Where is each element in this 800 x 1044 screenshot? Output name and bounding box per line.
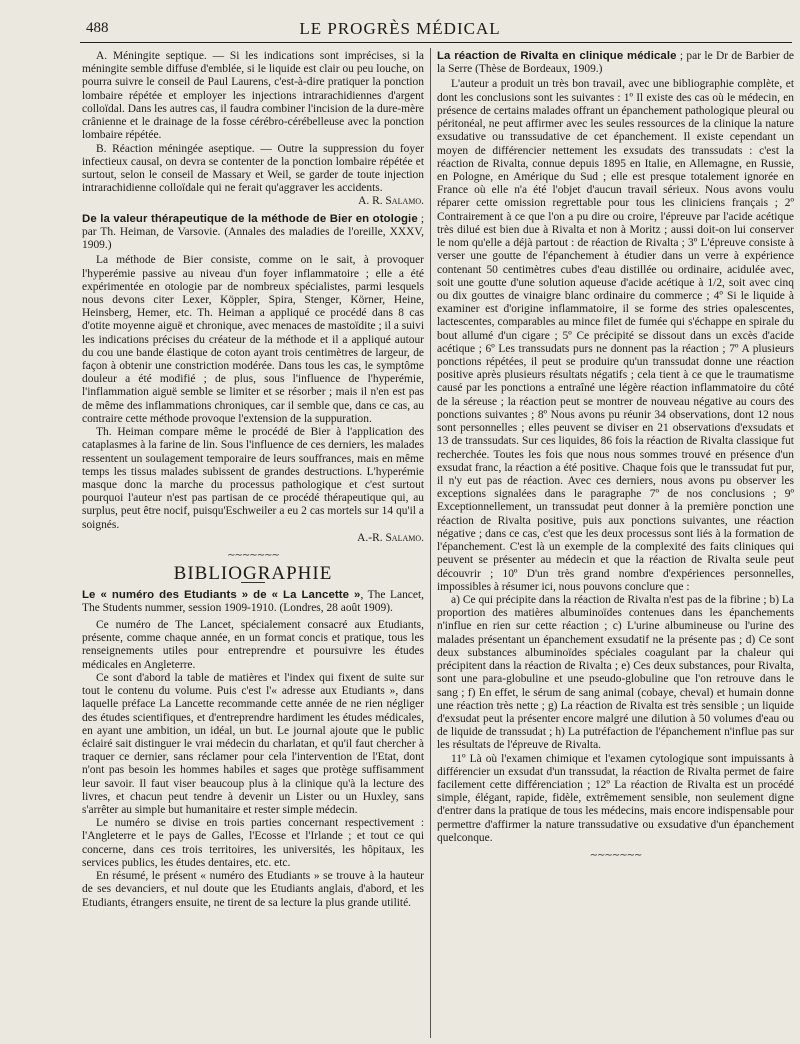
author-signature: A. R. Salamo. (358, 195, 424, 208)
section-title: BIBLIOGRAPHIE (173, 563, 333, 585)
paragraph-lancet-summary: En résumé, le présent « numéro des Etudiants » se trouve à la hauteur de ses devanciers, et nul doute que les Etudiants anglais, d'abord, et les Etudiants, étrangers ensuite, ne tirent de sa lecture la plus grande utilité. (82, 870, 424, 909)
paragraph-lancet-intro: Ce numéro de The Lancet, spécialement consacré aux Etudiants, présente, comme chaque année, en un format concis et pratique, tous les renseignements utiles pour entreprendre et poursuivre les études médicales en Angleterre. (82, 618, 424, 671)
paragraph-rivalta-conclusions: L'auteur a produit un très bon travail, avec une bibliographie complète, et dont les conclusions sont les suivantes : 1º Il existe des cas où le médecin, en présence de certains malades offrant un épanchement pathologique pleural ou péritonéal, ne peut affirmer avec les seules ressources de la clinique la nature exsudative ou transsudative de cet épanchement. Il existe cependant un moyen de différencier nettement les exsudats des transsudats : c'est la réaction de Rivalta, connue depuis 1895 en Italie, en Allemagne, en Russie, en Pologne, en Amérique du Sud ; elle est presque totalement ignorée en France où elle n'a été l'objet d'aucun travail sérieux. Nous avons voulu réparer cette omission regrettable pour tous les cliniciens français ; 2º Contrairement à ce que l'on a pu dire ou croire, l'épreuve par l'acide acétique très dilué est bien due à Rivalta et non à Moritz ; aussi doit-on lui conserver le nom qu'elle a déjà partout : de réaction de Rivalta ; 3º L'épreuve consiste à verser une goutte de l'épanchement à étudier dans un verre à expérience contenant 50 centimètres cubes d'eau distillée ou ordinaire, acidulée avec, soit une goutte d'une solution aqueuse d'acide acétique à 1/2, soit avec cinq ou dix gouttes de vinaigre blanc ordinaire du commerce ; 4º Si le liquide à examiner est d'origine inflammatoire, il se forme des stries opalescentes, lactescentes, comparables au mince filet de fumée qui s'échappe en spirale du bout allumé d'un cigare ; 5º Ce précipité se dissout dans un excès d'acide acétique ; 6º Les transsudats purs ne donnent pas la réaction ; 7º A plusieurs ponctions répétées, il peut se produire qu'un transsudat donne une réaction positive après plusieurs résultats négatifs ; cela tient à ce que le traumatisme causé par les ponctions a entraîné une légère réaction inflammatoire du côté de la séreuse ; la réaction peut se montrer de nouveau négative au cours des ponctions suivantes ; 8º Nous avons pu réunir 34 observations, dont 12 nous sont personnelles ; elles peuvent se diviser en 21 observations d'exsudats et 13 de transsudats. Sur ces liquides, 86 fois la réaction de Rivalta classique fut recherchée. Toutes les fois que nous nous sommes trouvé en présence d'un exsudat franc, la réaction a été positive. Chaque fois que le transsudat fut pur, il n'y eut pas de réaction. Avec ces derniers, nous avons pu observer les exceptions signalées dans le paragraphe 7º de nos conclusions ; 9º Exceptionnellement, un transsudat peut donner à la première ponction une réaction de Rivalta positive, puis aux ponctions suivantes, une réaction négative ; dans ce cas, c'est que les deux processus sont liés à la formation de l'épanchement. C'est là un exemple de la complexité des faits cliniques qui peuvent se présenter au médecin et que la réaction de Rivalta seule peut découvrir ; 10º D'un très grand nombre d'expériences personnelles, impossibles à résumer ici, nous pouvons conclure que : (437, 78, 794, 593)
article-heading-lancet (82, 589, 424, 615)
paragraph-meningite-septique: A. Méningite septique. — Si les indications sont imprécises, si la méningite semble diffuse d'emblée, si le liquide est clair ou peu louche, on pourra suivre le conseil de Paul Laurens, c'est-à-dire pratiquer la ponction lombaire répétée et employer les injections intrarachidiennes d'argent colloïdal. Dans les autres cas, il faudra combiner l'incision de la dure-mère crânienne et le drainage de la fosse cérébro-cérébelleuse avec la ponction lombaire répétée. (82, 50, 424, 142)
article-reference: ; par le Dr de Barbier de la Serre (Thèse de Bordeaux, 1909.) (437, 50, 794, 76)
article-heading-bier (82, 213, 424, 253)
paragraph-heiman-cataplasmes: Th. Heiman compare même le procédé de Bier à l'application des cataplasmes à la farine de lin. Sous l'influence de ces derniers, les malades ressentent un soulagement temporaire de leurs souffrances, mais en même temps les tissus malades subissent de grandes destructions. L'hyperémie masque donc la marche du processus pathologique et c'est surtout pourquoi l'auteur n'est pas partisan de ce procédé thérapeutique qui, au surplus, peut être nocif, puisqu'Eschweiler a eu 2 cas mortels sur 14 qu'il a soignés. (82, 426, 424, 531)
paragraph-rivalta-findings: a) Ce qui précipite dans la réaction de Rivalta n'est pas de la fibrine ; b) La proportion des matières albuminoïdes contenues dans les épanchements n'influe en rien sur cette réaction ; c) L'urine albumineuse ou l'urine des malades présentant un épanchement exsudatif ne la présente pas ; d) Ce sont deux substances albuminoïdes spéciales coagulant par la chaleur qui précipitent dans la réaction de Rivalta ; e) Ces deux substances, pour Rivalta, sont une para-globuline et une pseudo-globuline que l'on retrouve dans le sang ; f) En effet, le sérum de sang animal (cobaye, cheval) et humain donne une réaction très nette ; g) La réaction de Rivalta est très sensible ; un liquide d'exsudat peut la présenter encore malgré une dilution à 50 volumes d'eau ou de liquide de transsudat ; h) La putréfaction de l'épanchement n'influe pas sur les résultats de l'épreuve de Rivalta. (437, 593, 794, 752)
right-column (437, 50, 794, 867)
column-divider (430, 48, 431, 1038)
article-title: De la valeur thérapeutique de la méthode de Bier en otologie (82, 212, 418, 225)
paragraph-reaction-meningee: B. Réaction méningée aseptique. — Outre la suppression du foyer infectieux causal, on devra se contenter de la ponction lombaire répétée et surtout, selon le conseil de Massary et Weil, se garder de toute injection intrarachidienne colloïdale qui ne ferait qu'aggraver les accidents. (82, 142, 424, 195)
running-title: LE PROGRÈS MÉDICAL (299, 19, 501, 38)
paragraph-bier-method: La méthode de Bier consiste, comme on le sait, à provoquer l'hyperémie passive au niveau d'un foyer inflammatoire ; elle a été expérimentée en otologie par de nombreux spécialistes, parmi lesquels nous devons citer Lexer, Köppler, Spira, Stenger, Körner, Heine, Heinsberg, Hemer, etc. Th. Heiman a appliqué ce procédé dans 8 cas d'otite moyenne aiguë et chronique, avec menaces de mastoïdite ; il a suivi les indications précises du créateur de la méthode et il a appliqué autour du cou une bande élastique de coton ayant trois centimètres de largeur, de façon à obtenir une constriction modérée. Dans tous les cas, le symptôme douleur a été modifié ; de plus, sous l'influence de l'hyperémie, l'inflammation aiguë semble se limiter et se résorber ; mais il n'en est pas de même des inflammations chroniques, car il semble que, dans ce cas, au contraire cette méthode provoque l'extension de la suppuration. (82, 254, 424, 425)
paragraph-lancet-parts: Le numéro se divise en trois parties concernant respectivement : l'Angleterre et le pays de Galles, l'Ecosse et l'Irlande ; et tout ce qui concerne, dans ces trois territoires, les universités, les hôpitaux, les services publics, les études dentaires, etc. etc. (82, 817, 424, 869)
paragraph-lancet-contents: Ce sont d'abord la table de matières et l'index qui fixent de suite sur tout le contenu du volume. Puis c'est l'« adresse aux Etudiants », dans laquelle préface La Lancette recommande cette année de ne rien négliger des études scientifiques, et d'entreprendre hardiment les études médicales, en ayant une ambition, un idéal, un but. Le journal ajoute que le public éclairé sait distinguer le vrai médecin du charlatan, et qu'il faut chercher à traquer ce dernier, sans réclamer pour cela l'intervention de l'Etat, dont n'ont pas besoin les hommes habiles et sages que protège suffisamment leur savoir. Il faut viser beaucoup plus à la clinique qu'à la lecture des livres, et chacun peut tendre à devenir un Lister ou un Huxley, sans s'arrêter au simple but humanitaire et rester simple médecin. (82, 671, 424, 817)
page-header (0, 0, 800, 38)
article-title: La réaction de Rivalta en clinique médicale (437, 50, 677, 62)
author-signature: A.-R. Salamo. (357, 531, 424, 544)
article-heading-rivalta (437, 50, 794, 76)
paragraph-rivalta-final: 11º Là où l'examen chimique et l'examen cytologique sont impuissants à différencier un exsudat d'un transsudat, la réaction de Rivalta permet de faire facilement cette différenciation ; 12º La réaction de Rivalta est un procédé simple, élégant, rapide, fidèle, extrêmement sensible, non seulement digne d'entrer dans la pratique de tous les médecins, mais encore indispensable pour permettre d'affirmer la nature transsudative ou exsudative d'un épanchement quelconque. (437, 752, 794, 844)
article-reference: ; par Th. Heiman, de Varsovie. (Annales des maladies de l'oreille, XXXV, 1909.) (82, 212, 424, 252)
ornament-divider: ∼∼∼∼∼∼∼ (227, 550, 279, 562)
header-rule (80, 42, 792, 43)
article-reference: , The Lancet, The Students nummer, session 1909-1910. (Londres, 28 août 1909). (82, 588, 424, 614)
article-title: Le « numéro des Etudiants » de « La Lancette » (82, 588, 361, 601)
left-column (82, 50, 424, 910)
page-number: 488 (86, 20, 109, 36)
ornament-divider: ∼∼∼∼∼∼∼ (589, 850, 642, 862)
